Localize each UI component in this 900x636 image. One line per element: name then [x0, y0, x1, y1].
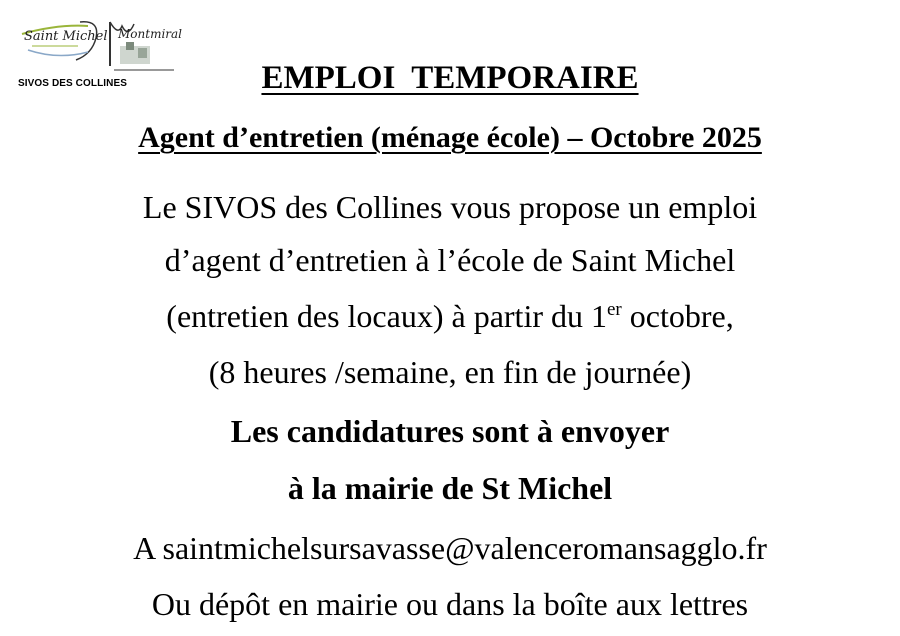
- body-line-1: Le SIVOS des Collines vous propose un emploi: [142, 189, 758, 225]
- logo-caption: SIVOS DES COLLINES: [18, 78, 128, 89]
- body-line-4: (8 heures /semaine, en fin de journée): [208, 354, 692, 390]
- ordinal-suffix: er: [606, 299, 622, 320]
- application-instruction: Les candidatures sont à envoyer: [230, 413, 670, 449]
- page-subtitle: Agent d’entretien (ménage école) – Octobre 2025: [138, 121, 762, 154]
- body-line-3-start: (entretien des locaux) à partir du 1: [166, 298, 607, 334]
- deposit-line: Ou dépôt en mairie ou dans la boîte aux lettres: [151, 586, 749, 622]
- page-title: EMPLOI TEMPORAIRE: [261, 60, 639, 96]
- body-line-2: d’agent d’entretien à l’école de Saint Michel: [164, 242, 736, 278]
- body-line-3-end: octobre,: [621, 298, 734, 334]
- body-line-3: [0, 298, 900, 335]
- email-line: A saintmichelsursavasse@valenceromansagglo.fr: [133, 530, 767, 566]
- application-address: à la mairie de St Michel: [287, 470, 613, 506]
- saint-michel-logo-text: Saint Michel: [24, 29, 108, 44]
- saint-michel-logo: [22, 22, 108, 60]
- montmiral-logo-text: Montmiral: [118, 27, 183, 41]
